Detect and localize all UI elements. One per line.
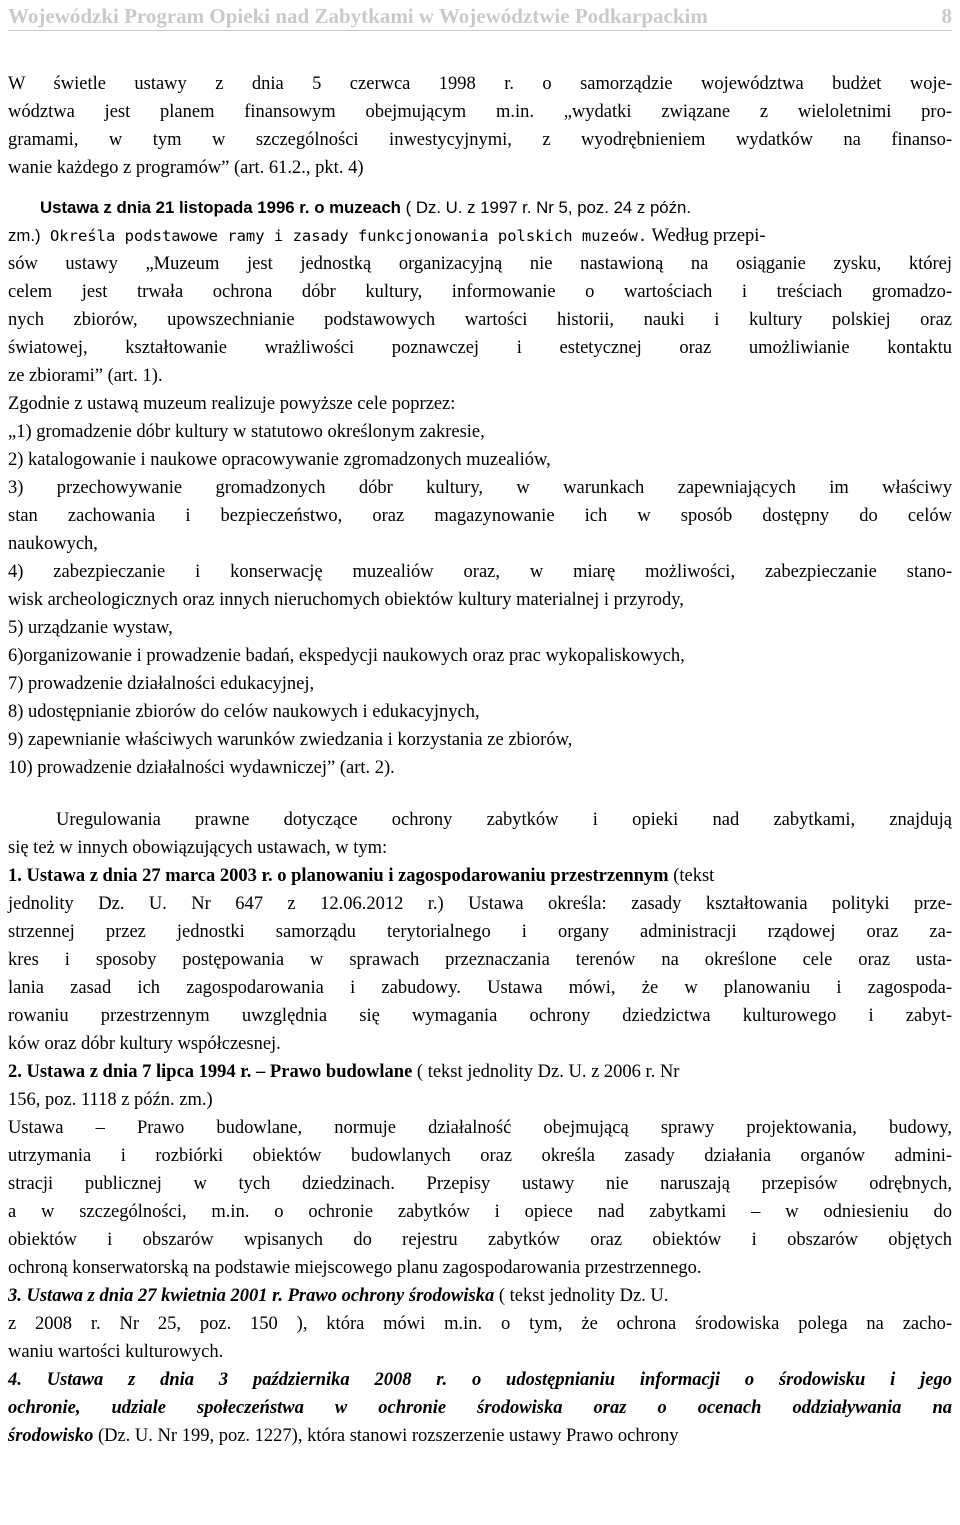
act-3-heading: [8, 1284, 952, 1308]
act-3-ref: ( tekst jednolity Dz. U.: [494, 1286, 669, 1306]
list-item: wisk archeologicznych oraz innych nieruchomych obiektów kultury materialnej i przyrody,: [8, 590, 684, 610]
list-item: 6)organizowanie i prowadzenie badań, ekspedycji naukowych oraz prac wykopaliskowych,: [8, 646, 685, 666]
list-item: 4) zabezpieczanie i konserwację muzealiów oraz, w miarę możliwości, zabezpieczanie stano-: [8, 562, 952, 582]
museum-act-title: Ustawa z dnia 21 listopada 1996 r. o muzeach: [40, 198, 401, 217]
act-3-title: 3. Ustawa z dnia 27 kwietnia 2001 r. Prawo ochrony środowiska: [8, 1286, 495, 1306]
paragraph-line: lania zasad ich zagospodarowania i zabudowy. Ustawa mówi, że w planowaniu i zagospoda-: [8, 978, 952, 998]
act-1-heading: [8, 864, 952, 888]
paragraph-line: jednolity Dz. U. Nr 647 z 12.06.2012 r.) Ustawa określa: zasady kształtowania polityki prze-: [8, 894, 952, 914]
paragraph-line: gramami, w tym w szczególności inwestycyjnymi, z wyodrębnieniem wydatków na finanso-: [8, 130, 952, 150]
list-item: naukowych,: [8, 534, 98, 554]
paragraph-line: stracji publicznej w tych dziedzinach. Przepisy ustawy nie naruszają przepisów odrębnych,: [8, 1174, 952, 1194]
act-1-title: 1. Ustawa z dnia 27 marca 2003 r. o planowaniu i zagospodarowaniu przestrzennym: [8, 866, 669, 886]
paragraph-line: rowaniu przestrzennym uwzględnia się wymagania ochrony dziedzictwa kulturowego i zabyt-: [8, 1006, 952, 1026]
running-header: [8, 0, 952, 31]
act-4-title: ochronie, udziale społeczeństwa w ochronie środowiska oraz o ocenach oddziaływania na: [8, 1398, 952, 1418]
page-number: 8: [941, 4, 952, 28]
paragraph-line: sów ustawy „Muzeum jest jednostką organizacyjną nie nastawioną na osiąganie zysku, której: [8, 254, 952, 274]
paragraph-line: Ustawa – Prawo budowlane, normuje działalność obejmującą sprawy projektowania, budowy,: [8, 1118, 952, 1138]
paragraph-line: z 2008 r. Nr 25, poz. 150 ), która mówi m.in. o tym, że ochrona środowiska polega na zacho-: [8, 1314, 952, 1334]
paragraph-line: waniu wartości kulturowych.: [8, 1342, 224, 1362]
paragraph-line: obiektów i obszarów wpisanych do rejestru zabytków oraz obiektów i obszarów objętych: [8, 1230, 952, 1250]
paragraph-line: ze zbiorami” (art. 1).: [8, 366, 163, 386]
museum-act-line: [8, 224, 952, 248]
act-4-title-end: środowisko: [8, 1426, 94, 1446]
list-item: 7) prowadzenie działalności edukacyjnej,: [8, 674, 315, 694]
paragraph-line: ochroną konserwatorską na podstawie miejscowego planu zagospodarowania przestrzennego.: [8, 1258, 702, 1278]
paragraph-line: strzennej przez jednostki samorządu terytorialnego i organy administracji rządowej oraz za-: [8, 922, 952, 942]
paragraph-line: nych zbiorów, upowszechnianie podstawowych wartości historii, nauki i kultury polskiej oraz: [8, 310, 952, 330]
paragraph-line: światowej, kształtowanie wrażliwości poznawczej i estetycznej oraz umożliwianie kontaktu: [8, 338, 952, 358]
list-item: 9) zapewnianie właściwych warunków zwiedzania i korzystania ze zbiorów,: [8, 730, 573, 750]
list-item: 5) urządzanie wystaw,: [8, 618, 173, 638]
header-title: Wojewódzki Program Opieki nad Zabytkami w Województwie Podkarpackim: [8, 4, 708, 28]
paragraph-line: kres i sposoby postępowania w sprawach przeznaczania terenów na określone cele oraz usta-: [8, 950, 952, 970]
museum-act-line: [40, 196, 952, 220]
museum-act-text: Według przepi-: [647, 226, 766, 246]
museum-act-ref-end: zm.): [8, 226, 41, 245]
paragraph-line: 156, poz. 1118 z późn. zm.): [8, 1090, 213, 1110]
paragraph-line: utrzymania i rozbiórki obiektów budowlanych oraz określa zasady działania organów admini-: [8, 1146, 952, 1166]
paragraph-line: Zgodnie z ustawą muzeum realizuje powyższe cele poprzez:: [8, 394, 456, 414]
paragraph-line: a w szczególności, m.in. o ochronie zabytków i opiece nad zabytkami – w odniesieniu do: [8, 1202, 952, 1222]
act-2-ref: ( tekst jednolity Dz. U. z 2006 r. Nr: [412, 1062, 680, 1082]
list-item: 8) udostępnianie zbiorów do celów naukowych i edukacyjnych,: [8, 702, 480, 722]
list-item: „1) gromadzenie dóbr kultury w statutowo określonym zakresie,: [8, 422, 485, 442]
paragraph-line: ków oraz dóbr kultury współczesnej.: [8, 1034, 281, 1054]
act-2-title: 2. Ustawa z dnia 7 lipca 1994 r. – Prawo budowlane: [8, 1062, 413, 1082]
list-item: 2) katalogowanie i naukowe opracowywanie zgromadzonych muzealiów,: [8, 450, 551, 470]
paragraph-line: wództwa jest planem finansowym obejmującym m.in. „wydatki związane z wieloletnimi pro-: [8, 102, 952, 122]
act-4-heading: [8, 1424, 952, 1448]
list-item: 10) prowadzenie działalności wydawniczej” (art. 2).: [8, 758, 395, 778]
act-4-title: 4. Ustawa z dnia 3 października 2008 r. o udostępnianiu informacji o środowisku i jego: [8, 1370, 952, 1390]
paragraph-line: Uregulowania prawne dotyczące ochrony zabytków i opieki nad zabytkami, znajdują: [56, 810, 952, 830]
museum-act-summary: Określa podstawowe ramy i zasady funkcjonowania polskich muzeów.: [40, 227, 648, 245]
paragraph-line: W świetle ustawy z dnia 5 czerwca 1998 r. o samorządzie województwa budżet woje-: [8, 74, 952, 94]
list-item: 3) przechowywanie gromadzonych dóbr kultury, w warunkach zapewniających im właściwy: [8, 478, 952, 498]
museum-act-ref: ( Dz. U. z 1997 r. Nr 5, poz. 24 z późn.: [400, 198, 692, 217]
paragraph-line: celem jest trwała ochrona dóbr kultury, informowanie o wartościach i treściach gromadzo-: [8, 282, 952, 302]
act-1-ref: (tekst: [668, 866, 715, 886]
act-4-ref: (Dz. U. Nr 199, poz. 1227), która stanowi rozszerzenie ustawy Prawo ochrony: [93, 1426, 679, 1446]
paragraph-line: się też w innych obowiązujących ustawach, w tym:: [8, 838, 388, 858]
act-2-heading: [8, 1060, 952, 1084]
list-item: stan zachowania i bezpieczeństwo, oraz magazynowanie ich w sposób dostępny do celów: [8, 506, 952, 526]
paragraph-line: wanie każdego z programów” (art. 61.2., pkt. 4): [8, 158, 364, 178]
